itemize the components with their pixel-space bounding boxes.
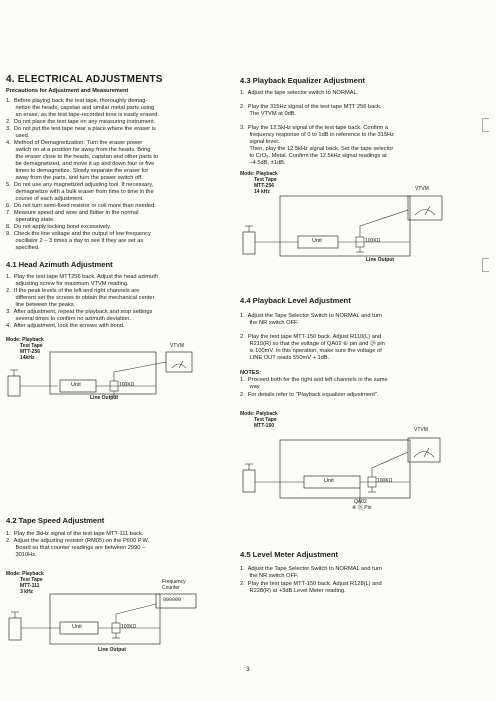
d2-display: 000000	[163, 597, 182, 603]
d3-test-tape: Test Tape	[254, 177, 277, 183]
s42-step-2: 2. Adjust the adjusting resistor (RM05) on the P600 P.W. Board so that counter readings are between 2990 – 3010Hz.	[6, 538, 150, 558]
s41-step-4: 4. After adjustment, lock the screws with bond.	[6, 323, 125, 329]
section-4-4-title: 4.4 Playback Level Adjustment	[240, 296, 351, 305]
s41-step-1: 1. Play the test tape MTT256 back. Adjust the head azimuth adjusting screw for maximum VTVM reading.	[6, 274, 159, 287]
d2-line-output: Line Output	[98, 647, 127, 653]
d3-schematic	[240, 170, 470, 275]
precaution-5: 5. Do not use any magnetized adjusting tool. If necessary, demagnetize with a bulk eraser from time to time in the course of each adjustment.	[6, 182, 154, 202]
d1-load: 100KΩ	[119, 382, 135, 388]
section-title-electrical-adjustments: 4. ELECTRICAL ADJUSTMENTS	[6, 74, 163, 85]
section-4-1-title: 4.1 Head Azimuth Adjustment	[6, 260, 113, 269]
d1-tape: MTT-256	[20, 349, 41, 355]
d2-test-tape: Test Tape	[20, 577, 43, 583]
d4-pins: ⑥ ⑳ Pin	[352, 505, 372, 511]
d1-meter: VTVM	[170, 343, 184, 349]
precaution-3: 3. Do not put the test tape near a place where the eraser is used.	[6, 126, 156, 139]
d2-mode: Mode: Playback	[6, 571, 44, 577]
s43-step-2: 2. Play the 315Hz signal of the test tape MTT 256 back. The VTVM at 0dB.	[240, 104, 382, 117]
d4-ic: QA02	[354, 499, 367, 505]
d3-meter: VTVM	[415, 186, 429, 192]
s41-step-2: 2. If the peak levels of the left and right channels are different set the screws to obtain the mechanical center line between the peaks.	[6, 288, 155, 308]
d3-line-output: Line Output	[366, 257, 395, 263]
note-1: 1. Proceed both for the right and left channels in the same way.	[240, 377, 388, 390]
d2-load: 100KΩ	[121, 624, 137, 630]
precaution-7: 7. Measure speed and wow and flutter in the normal operating state.	[6, 210, 139, 223]
d4-test-tape: Test Tape	[254, 417, 277, 423]
diagram-playback-level	[240, 410, 470, 515]
precautions-heading: Precautions for Adjustment and Measurement	[6, 88, 129, 94]
d1-unit: Unit	[71, 382, 81, 388]
d3-unit: Unit	[312, 238, 322, 244]
notes-title: NOTES:	[240, 370, 262, 376]
diagram-playback-equalizer	[240, 170, 470, 275]
binding-mark-bottom	[482, 258, 489, 272]
s41-step-3: 3. After adjustment, repeat the playback and stop settings several times to confirm no azimuth deviation.	[6, 309, 153, 322]
d3-tape: MTT-256	[254, 183, 275, 189]
note-2: 2. For details refer to "Playback equalizer adjustment".	[240, 392, 379, 398]
precaution-1: 1. Before playing back the test tape, thoroughly demag- netize the heads, capstan and similar metal parts using an erase, as the test tape-recorded tone is easily erased.	[6, 98, 160, 118]
precaution-6: 6. Do not turn semi-fixed resistor or coil more than needed.	[6, 203, 156, 209]
s45-step-1: 1. Adjust the Tape Selector Switch to NORMAL and turn the NR switch OFF.	[240, 566, 382, 579]
d1-line-output: Line Output	[90, 395, 119, 401]
d2-tape: MTT-111	[20, 583, 40, 589]
s43-step-1: 1. Adjust the tape selector switch to NORMAL.	[240, 90, 359, 96]
d3-mode: Mode: Playback	[240, 171, 278, 177]
d4-mode: Mode: Palyback	[240, 411, 278, 417]
s45-step-2: 2. Play the test tape MTT-150 back. Adjust R128(L) and R228(R) at +3dB Level Meter reading.	[240, 581, 382, 594]
section-4-2-title: 4.2 Tape Speed Adjustment	[6, 516, 105, 525]
s44-step-2: 2. Play the test tape MTT-150 back. Adjust R110(L) and R210(R) so that the voltage of QA02 ⑥ pin and ⑳ pin is 100mV. In this operation, make sure the voltage of LINE OUT reads 550mV + 1dB.	[240, 334, 385, 361]
d4-load: 100KΩ	[377, 478, 393, 484]
d1-mode: Mode: Playback	[6, 337, 44, 343]
d1-freq: 14kHz	[20, 355, 35, 361]
d1-test-tape: Test Tape	[20, 343, 43, 349]
s42-step-1: 1. Play the 3kHz signal of the test tape MTT-111 back.	[6, 531, 144, 537]
d2-freq: 3 kHz	[20, 589, 34, 595]
section-4-3-title: 4.3 Playback Equalizer Adjustment	[240, 76, 366, 85]
precaution-2: 2. Do not place the test tape on any measuring instrument.	[6, 119, 156, 125]
d4-tape: MTT-150	[254, 423, 275, 429]
section-4-5-title: 4.5 Level Meter Adjustment	[240, 550, 339, 559]
precaution-8: 8. Do not apply locking bond excessively.	[6, 224, 112, 230]
binding-mark-top	[482, 118, 489, 132]
diagram-tape-speed	[6, 570, 226, 660]
s43-step-3: 3. Play the 12.5kHz signal of the test tape back. Confirm a frequency response of 0 to 1dB in reference to the 315Hz signal level. Then, play the 12.5kHz signal back. Set the tape selector to CrO₂. Metal. Confirm the 12.5kHz signal readings at –4.5dB, ±1dB.	[240, 125, 394, 166]
precaution-4: 4. Method of Demagnetization: Turn the eraser power switch on at a position far away from the heads. Bring the eraser close to the heads, capstan and other parts to be demagnetized, and move it up and down four or five times to demagnetize. Slowly separate the eraser for away from the parts, and turn the power switch off.	[6, 140, 159, 181]
d2-meter: Frequency Counter	[162, 579, 186, 591]
d4-unit: Unit	[324, 478, 334, 484]
diagram-head-azimuth	[6, 336, 226, 406]
d3-freq: 14 kHz	[254, 189, 270, 195]
s44-step-1: 1. Adjust the Tape Selector Switch to NORMAL and turn the NR switch OFF.	[240, 313, 382, 326]
page-number: 3	[246, 666, 250, 673]
d3-load: 100KΩ	[365, 238, 381, 244]
d4-meter: VTVM	[414, 427, 428, 433]
d2-unit: Unit	[72, 624, 82, 630]
precaution-9: 9. Check the line voltage and the output of low frequency oscillator 2 – 3 times a day to see if they are set as specified.	[6, 231, 151, 251]
